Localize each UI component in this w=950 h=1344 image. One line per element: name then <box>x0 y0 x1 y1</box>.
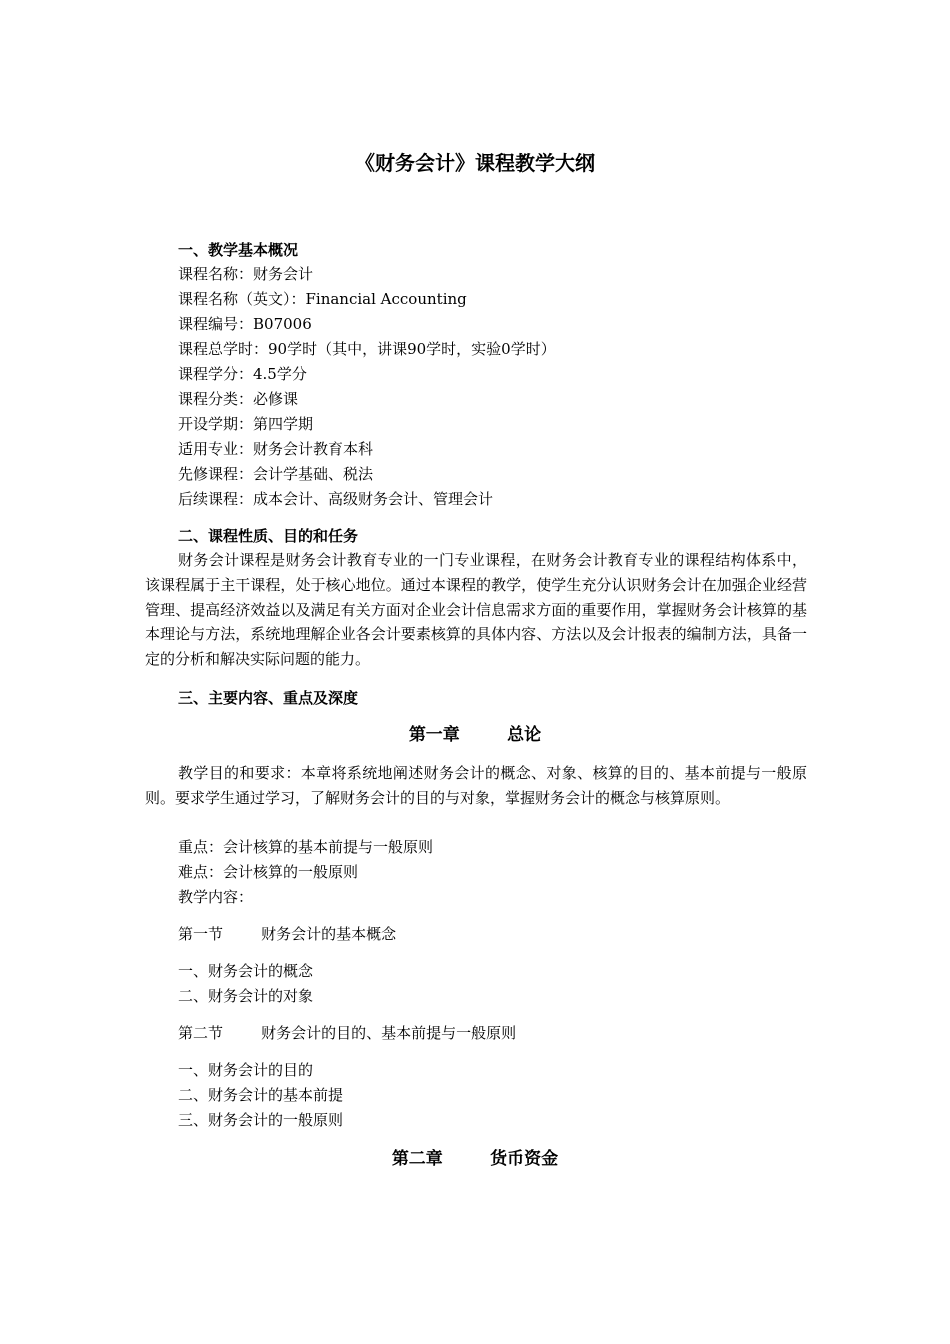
chapter-1-section-1-title: 第一节 财务会计的基本概念 <box>178 925 397 943</box>
prerequisite-line: 先修课程：会计学基础、税法 <box>178 465 374 483</box>
chapter-1-title: 第一章 总论 <box>408 725 542 745</box>
list-item: 一、财务会计的目的 <box>178 1061 314 1079</box>
course-credits-line: 课程学分：4.5学分 <box>178 365 307 383</box>
list-item: 二、财务会计的基本前提 <box>178 1086 344 1104</box>
chapter-2-title: 第二章 货币资金 <box>391 1149 559 1169</box>
list-item: 一、财务会计的概念 <box>178 962 314 980</box>
chapter-1-content-label: 教学内容： <box>178 888 254 906</box>
nature-paragraph: 财务会计课程是财务会计教育专业的一门专业课程，在财务会计教育专业的课程结构体系中，该课程属于主干课程，处于核心地位。通过本课程的教学，使学生充分认识财务会计在加强企业经营管理、提高经济效益以及满足有关方面对企业会计信息需求方面的重要作用，掌握财务会计核算的基本理论与方法，系统地理解企业各会计要素核算的具体内容、方法以及会计报表的编制方法，具备一定的分析和解决实际问题的能力。 <box>145 551 807 669</box>
chapter-1-difficulties: 难点：会计核算的一般原则 <box>178 863 359 881</box>
course-name-line: 课程名称：财务会计 <box>178 265 314 283</box>
chapter-1-section-2-title: 第二节 财务会计的目的、基本前提与一般原则 <box>178 1024 517 1042</box>
course-hours-line: 课程总学时：90学时（其中，讲课90学时，实验0学时） <box>178 340 556 358</box>
chapter-1-key-points: 重点：会计核算的基本前提与一般原则 <box>178 838 434 856</box>
course-code-line: 课程编号：B07006 <box>178 315 312 333</box>
follow-up-course-line: 后续课程：成本会计、高级财务会计、管理会计 <box>178 490 494 508</box>
course-major-line: 适用专业：财务会计教育本科 <box>178 440 374 458</box>
course-category-line: 课程分类：必修课 <box>178 390 299 408</box>
list-item: 二、财务会计的对象 <box>178 987 314 1005</box>
document-title: 《财务会计》课程教学大纲 <box>355 151 595 175</box>
chapter-1-objectives: 教学目的和要求：本章将系统地阐述财务会计的概念、对象、核算的目的、基本前提与一般原则。要求学生通过学习，了解财务会计的目的与对象，掌握财务会计的概念与核算原则。 <box>145 764 807 807</box>
course-semester-line: 开设学期：第四学期 <box>178 415 314 433</box>
section-heading-content: 三、主要内容、重点及深度 <box>178 689 359 707</box>
list-item: 三、财务会计的一般原则 <box>178 1111 344 1129</box>
section-heading-nature: 二、课程性质、目的和任务 <box>178 527 359 545</box>
section-heading-overview: 一、教学基本概况 <box>178 241 299 259</box>
course-name-english-line: 课程名称（英文）：Financial Accounting <box>178 290 467 308</box>
